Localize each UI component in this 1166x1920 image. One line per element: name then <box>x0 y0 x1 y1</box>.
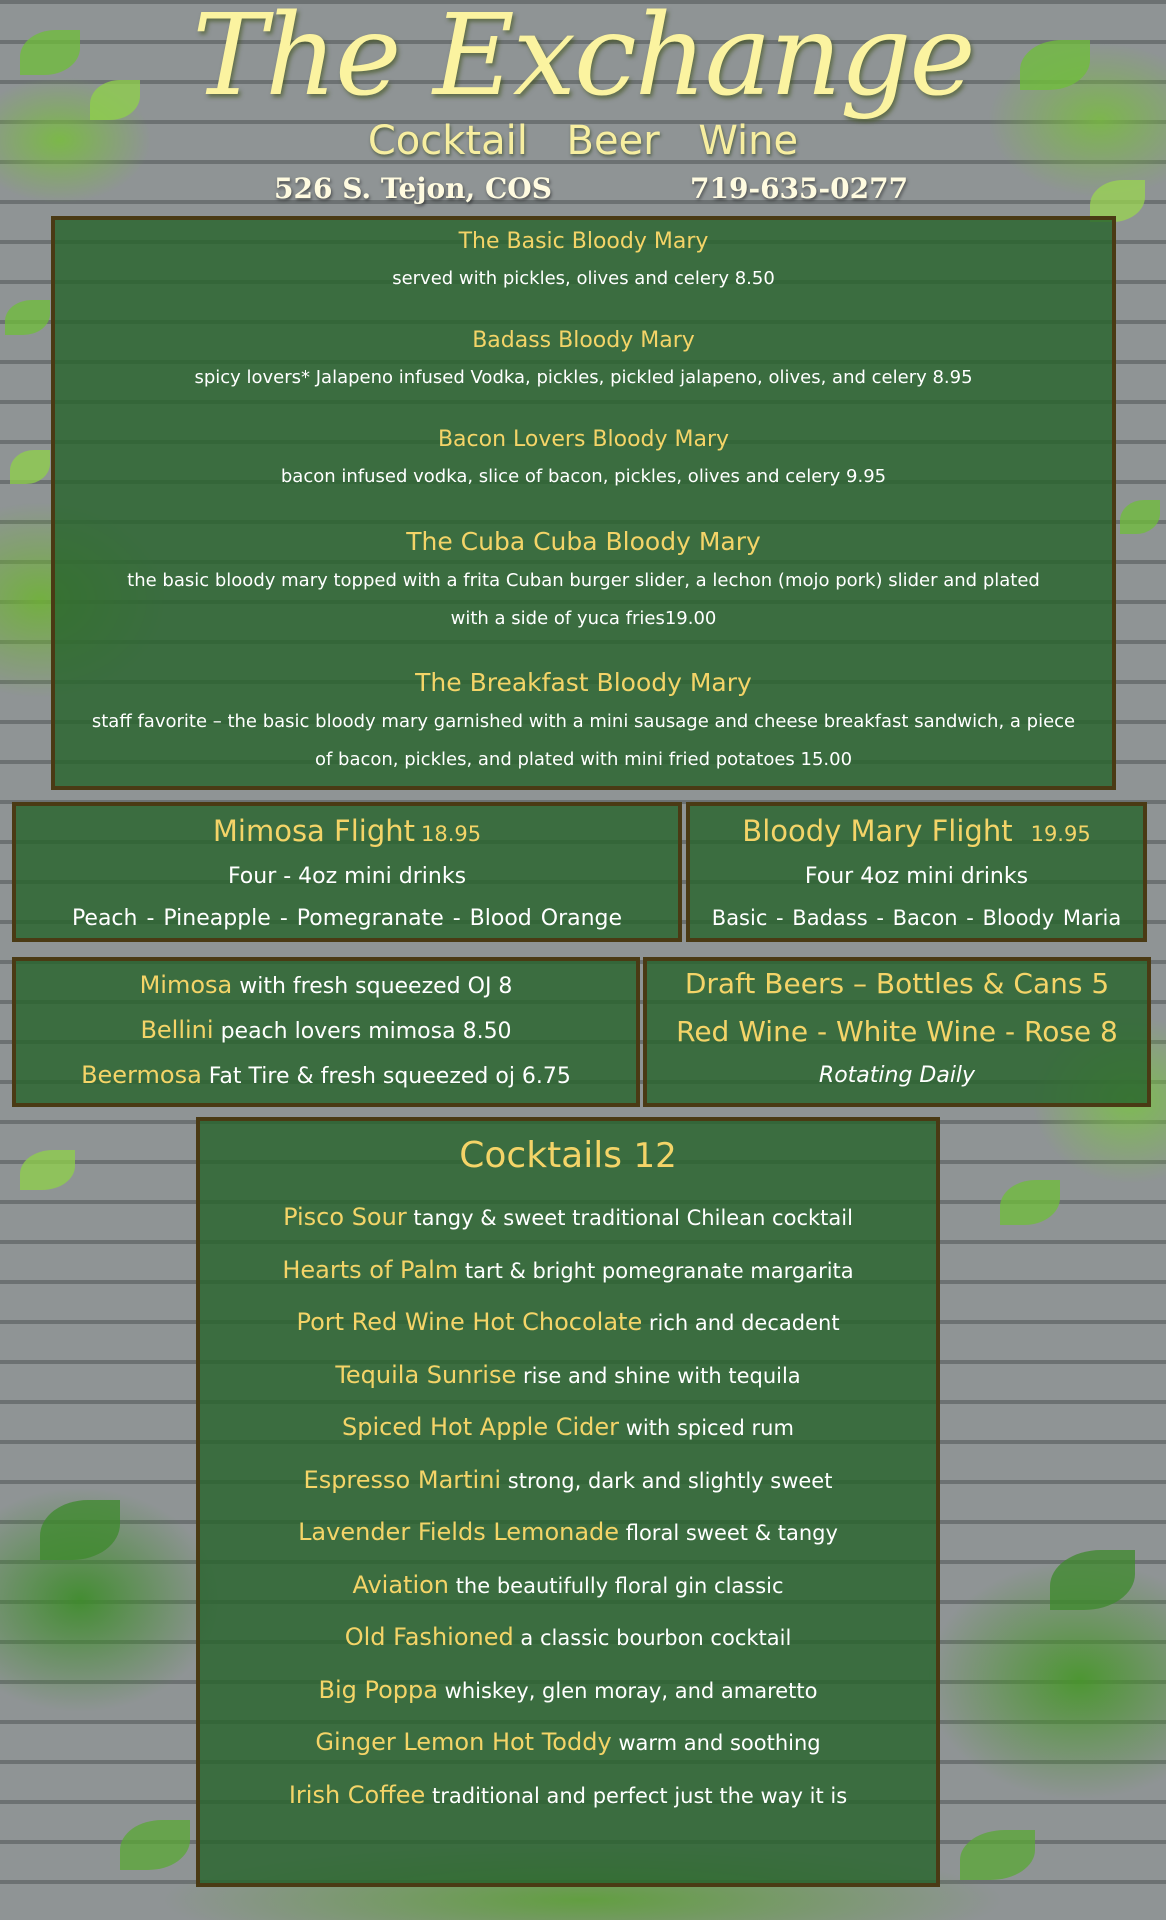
flight-description: Four 4oz mini drinks <box>804 864 1029 889</box>
menu-item <box>200 1308 936 1336</box>
menu-item <box>55 323 1112 397</box>
rotating-note: Rotating Daily <box>818 1063 976 1088</box>
item-description: served with pickles, olives and celery 8.50 <box>392 268 775 289</box>
menu-item <box>55 422 1112 496</box>
mimosa-flight-section <box>12 802 682 942</box>
flight-title <box>16 814 678 848</box>
menu-item <box>55 522 1112 638</box>
flight-name: Bloody Mary Flight <box>742 814 1013 848</box>
item-name: Badass Bloody Mary <box>472 328 695 353</box>
flight-title <box>690 814 1143 848</box>
item-name: Port Red Wine Hot Chocolate <box>296 1308 643 1336</box>
item-description: the beautifully floral gin classic <box>455 1573 784 1598</box>
mimosa-section <box>12 957 640 1107</box>
item-name: The Cuba Cuba Bloody Mary <box>406 527 761 556</box>
item-name: Irish Coffee <box>288 1780 426 1809</box>
item-name: Lavender Fields Lemonade <box>298 1518 620 1546</box>
item-description: spicy lovers* Jalapeno infused Vodka, pickles, pickled jalapeno, olives, and celery 8.95 <box>194 367 973 388</box>
item-name: Beermosa <box>81 1061 202 1089</box>
beer-wine-section <box>643 957 1151 1107</box>
cocktails-heading: Cocktails <box>459 1135 623 1176</box>
menu-item <box>200 1571 936 1599</box>
item-description: tart & bright pomegranate margarita <box>464 1258 854 1283</box>
menu-item <box>200 1413 936 1441</box>
flight-price: 19.95 <box>1030 822 1091 846</box>
item-description: a classic bourbon cocktail <box>520 1626 792 1650</box>
bloody-mary-section <box>51 216 1116 790</box>
item-description: rich and decadent <box>648 1311 840 1335</box>
menu-item <box>200 1781 936 1809</box>
item-description: tangy & sweet traditional Chilean cocktail <box>413 1206 853 1230</box>
menu-item <box>200 1728 936 1756</box>
item-description: staff favorite – the basic bloody mary garnished with a mini sausage and cheese breakfast sandwich, a piece of bacon, pickles, and plated with mini fried potatoes 15.00 <box>91 711 1076 770</box>
section-title <box>200 1135 936 1176</box>
menu-item <box>200 1361 936 1389</box>
item-description: warm and soothing <box>618 1731 821 1755</box>
item-description: rise and shine with tequila <box>522 1363 801 1388</box>
item-name: Hearts of Palm <box>282 1255 459 1284</box>
menu-item <box>16 1061 636 1089</box>
item-name: The Breakfast Bloody Mary <box>415 668 752 697</box>
menu-item <box>55 663 1112 779</box>
cocktails-price: 12 <box>633 1136 677 1176</box>
item-description: traditional and perfect just the way it is <box>432 1783 848 1808</box>
flight-price: 18.95 <box>421 822 482 846</box>
menu-header <box>0 0 1166 215</box>
item-name: Espresso Martini <box>303 1465 502 1494</box>
menu-item <box>200 1623 936 1651</box>
item-description: Fat Tire & fresh squeezed oj 6.75 <box>208 1064 571 1089</box>
item-name: Aviation <box>352 1570 449 1599</box>
item-description: whiskey, glen moray, and amaretto <box>444 1678 818 1703</box>
item-description: floral sweet & tangy <box>625 1521 838 1545</box>
menu-item <box>16 1016 636 1044</box>
flight-flavors: Basic - Badass - Bacon - Bloody Maria <box>711 906 1122 930</box>
menu-item <box>200 1203 936 1231</box>
item-name: Pisco Sour <box>283 1203 407 1231</box>
item-name: Big Poppa <box>318 1675 438 1704</box>
menu-item <box>200 1256 936 1284</box>
flight-flavors: Peach - Pineapple - Pomegranate - Blood Orange <box>71 906 623 931</box>
wine-line: Red Wine - White Wine - Rose 8 <box>676 1015 1118 1048</box>
item-name: Spiced Hot Apple Cider <box>342 1413 620 1441</box>
menu-item <box>200 1518 936 1546</box>
menu-item <box>16 971 636 999</box>
flight-description: Four - 4oz mini drinks <box>227 864 467 889</box>
item-name: Old Fashioned <box>344 1623 514 1651</box>
menu-item <box>55 224 1112 298</box>
beer-line: Draft Beers – Bottles & Cans 5 <box>684 967 1110 1000</box>
phone-number: 719-635-0277 <box>690 172 909 205</box>
flight-name: Mimosa Flight <box>212 814 415 848</box>
item-description: with fresh squeezed OJ 8 <box>239 974 513 999</box>
item-description: the basic bloody mary topped with a frita Cuban burger slider, a lechon (mojo pork) slider and plated with a side of yuca fries19.00 <box>127 570 1040 629</box>
item-description: strong, dark and slightly sweet <box>507 1468 833 1493</box>
menu-item <box>200 1466 936 1494</box>
item-name: The Basic Bloody Mary <box>458 229 709 254</box>
item-description: peach lovers mimosa 8.50 <box>220 1019 512 1044</box>
bloody-mary-flight-section <box>686 802 1147 942</box>
item-description: with spiced rum <box>625 1416 794 1440</box>
restaurant-subtitle: Cocktail Beer Wine <box>367 118 799 164</box>
cocktails-section <box>196 1117 940 1887</box>
item-name: Bellini <box>140 1016 214 1044</box>
restaurant-title: The Exchange <box>192 0 974 121</box>
item-name: Ginger Lemon Hot Toddy <box>315 1728 612 1756</box>
menu-item <box>200 1676 936 1704</box>
item-name: Mimosa <box>139 971 233 999</box>
item-name: Tequila Sunrise <box>335 1360 517 1389</box>
address: 526 S. Tejon, COS <box>274 172 552 205</box>
item-name: Bacon Lovers Bloody Mary <box>437 427 730 452</box>
item-description: bacon infused vodka, slice of bacon, pickles, olives and celery 9.95 <box>280 466 887 487</box>
